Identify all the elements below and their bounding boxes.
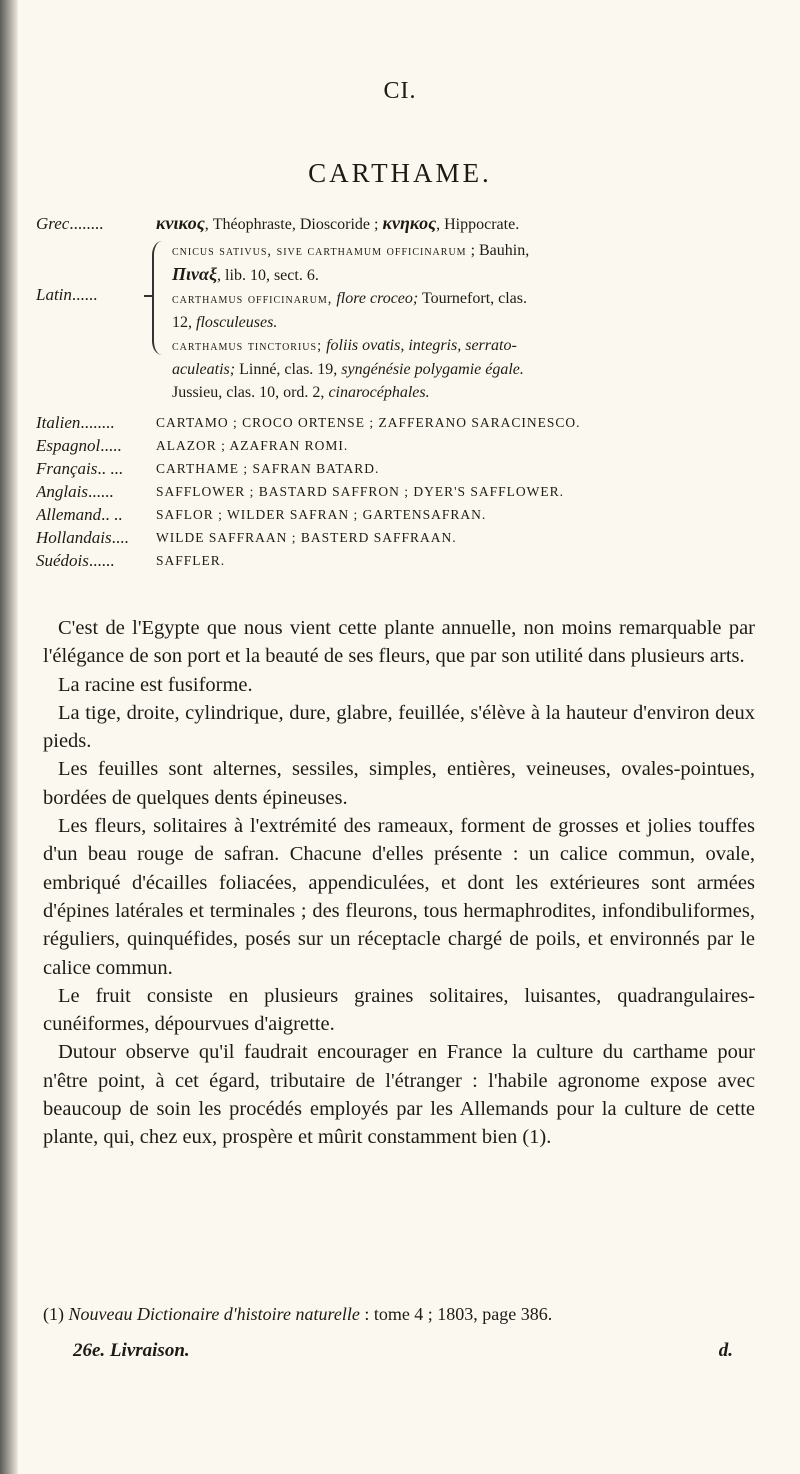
language-label: Grec <box>36 214 70 233</box>
language-label: Hollandais <box>36 528 112 547</box>
leader-dots: ...... <box>87 482 114 501</box>
footnote <box>43 1304 755 1325</box>
language-label: Anglais <box>36 482 88 501</box>
leader-dots: ........ <box>80 413 115 432</box>
synonym-value: SAFFLOWER ; BASTARD SAFFRON ; DYER'S SAFFLOWER. <box>156 484 565 499</box>
leader-dots: .. .. <box>101 505 123 524</box>
language-label: Italien <box>36 413 81 432</box>
paragraph: Dutour observe qu'il faudrait encourager en France la culture du carthame pour n'être point, à cet égard, tributaire de l'étranger : l'habile agronome expose avec beaucoup de soin les procédés employés par les Allemands pour la culture de cette plante, qui, chez eux, prospère et mûrit constamment bien (1). <box>43 1041 755 1149</box>
synonym-value: SAFFLER. <box>156 553 226 568</box>
paragraph: C'est de l'Egypte que nous vient cette plante annuelle, non moins remarquable par l'élégance de son port et la beauté de ses fleurs, que par son utilité dans plusieurs arts. <box>43 617 755 668</box>
leader-dots: .. ... <box>97 459 123 478</box>
paragraph: Le fruit consiste en plusieurs graines solitaires, luisantes, quadrangulaires-cunéiformes, dépourvues d'aigrette. <box>43 984 755 1036</box>
synonym-value: WILDE SAFFRAAN ; BASTERD SAFFRAAN. <box>156 530 457 545</box>
synonym-row-greek <box>36 212 781 236</box>
synonym-row <box>36 434 781 457</box>
footnote-mark: (1) <box>43 1304 64 1324</box>
synonym-value: ALAZOR ; AZAFRAN ROMI. <box>156 438 349 453</box>
synonym-row <box>36 457 781 480</box>
latin-line: carthamus officinarum, flore croceo; Tournefort, clas. <box>172 290 528 307</box>
paragraph: Les fleurs, solitaires à l'extrémité des rameaux, forment de grosses et jolies touffes d'un beau rouge de safran. Chacune d'elles présente : un calice commun, ovale, embriqué d'écailles foliacées, appendiculées, et dont les extérieures sont armées d'épines latérales et terminales ; des fleurons, tous hermaphrodites, infondibuliformes, réguliers, quinquéfides, posés sur un réceptacle chargé de poils, et environnés par le calice commun. <box>43 815 755 979</box>
synonym-row <box>36 503 781 526</box>
synonymy-section <box>36 212 781 572</box>
footnote-title: Nouveau Dictionaire d'histoire naturelle <box>68 1304 360 1324</box>
language-label: Espagnol <box>36 436 101 455</box>
paragraph: La racine est fusiforme. <box>58 673 253 696</box>
greek-authors: , Théophraste, Dioscoride ; <box>204 216 383 233</box>
livraison-label: 26e. Livraison. <box>73 1340 190 1361</box>
paragraph: La tige, droite, cylindrique, dure, glabre, feuillée, s'élève à la hauteur d'environ deux pieds. <box>43 701 755 753</box>
leader-dots: ........ <box>69 214 104 233</box>
footnote-rest: : tome 4 ; 1803, page 386. <box>359 1304 553 1324</box>
language-label: Français <box>36 459 98 478</box>
latin-line: 12, flosculeuses. <box>172 314 278 331</box>
leader-dots: ...... <box>88 551 115 570</box>
greek-authors-2: , Hippocrate. <box>436 216 520 233</box>
leader-dots: .... <box>111 528 129 547</box>
description-text <box>43 614 755 1152</box>
latin-line: cnicus sativus, sive carthamum officinarum ; Bauhin, <box>172 242 530 259</box>
brace-icon <box>152 241 164 355</box>
vernacular-names <box>36 411 781 572</box>
signature-mark: d. <box>718 1340 733 1361</box>
latin-line: carthamus tinctorius; foliis ovatis, integris, serrato- <box>172 337 517 354</box>
latin-synonyms <box>36 239 781 404</box>
synonym-row <box>36 526 781 549</box>
synonym-value: SAFLOR ; WILDER SAFRAN ; GARTENSAFRAN. <box>156 507 487 522</box>
plate-number: CI. <box>383 78 417 104</box>
synonym-value: CARTHAME ; SAFRAN BATARD. <box>156 461 380 476</box>
page-title: CARTHAME. <box>308 158 492 188</box>
synonym-row <box>36 411 781 434</box>
latin-line: Πιναξ, lib. 10, sect. 6. <box>172 264 319 284</box>
synonym-value: CARTAMO ; CROCO ORTENSE ; ZAFFERANO SARACINESCO. <box>156 415 581 430</box>
synonym-row <box>36 549 781 572</box>
binding-shadow <box>0 0 18 1474</box>
leader-dots: ..... <box>100 436 122 455</box>
synonym-row <box>36 480 781 503</box>
latin-line: Jussieu, clas. 10, ord. 2, cinarocéphales. <box>172 384 430 401</box>
language-label: Suédois <box>36 551 89 570</box>
language-label: Allemand <box>36 505 102 524</box>
language-label: Latin <box>36 285 72 304</box>
paragraph: Les feuilles sont alternes, sessiles, simples, entières, veineuses, ovales-pointues, bordées de quelques dents épineuses. <box>43 758 755 809</box>
greek-name-2: κνηκος <box>382 213 437 233</box>
brace-tip-icon <box>144 295 152 297</box>
leader-dots: ...... <box>71 285 98 304</box>
latin-line: aculeatis; Linné, clas. 19, syngénésie polygamie égale. <box>172 361 524 378</box>
greek-name: κνικος <box>156 213 205 233</box>
